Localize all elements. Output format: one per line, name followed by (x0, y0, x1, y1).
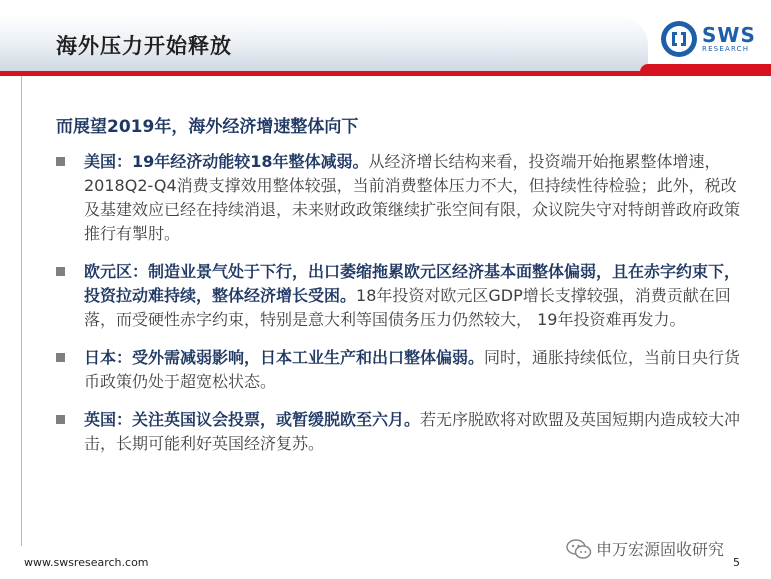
bullet-bold-text: 英国：关注英国议会投票，或暂缓脱欧至六月。 (84, 410, 421, 429)
bullet-body-text: 若无序脱欧将对欧盟及英国短期内造成较大冲击，长期可能利好英国经济复苏。 (84, 410, 741, 453)
logo-text (702, 25, 756, 53)
section-subtitle: 而展望2019年，海外经济增速整体向下 (56, 117, 359, 137)
bullet-body-text: 从经济增长结构来看，投资端开始拖累整体增速，2018Q2-Q4消费支撑效用整体较强，当前消费整体压力不大，但持续性待检验；此外，税改及基建效应已经在持续消退，未来财政政策继续扩张空间有限，众议院失守对特朗普政府政策推行有掣肘。 (84, 152, 741, 243)
logo-brand: SWS (702, 23, 756, 47)
bullet-square-icon (56, 415, 65, 424)
watermark-text: 申万宏源固收研究 (596, 540, 725, 559)
bullet-bold-text: 日本：受外需减弱影响，日本工业生产和出口整体偏弱。 (84, 348, 485, 367)
slide-title: 海外压力开始释放 (56, 34, 232, 58)
logo-sub: RESEARCH (702, 45, 750, 53)
bullet-body-text: 同时，通胀持续低位，当前日央行货币政策仍处于超宽松状态。 (84, 348, 741, 391)
bullet-bold-text: 欧元区：制造业景气处于下行，出口萎缩拖累欧元区经济基本面整体偏弱，且在赤字约束下，投资拉动难持续，整体经济增长受困。 (84, 262, 741, 305)
bullet-item-japan (56, 346, 746, 394)
watermark (566, 537, 724, 560)
bullet-list (56, 150, 746, 470)
red-header-rule (0, 71, 771, 76)
bullet-square-icon (56, 157, 65, 166)
bullet-bold-text: 美国：19年经济动能较18年整体减弱。 (84, 152, 369, 171)
bullet-square-icon (56, 353, 65, 362)
footer-url: www.swsresearch.com (24, 556, 149, 569)
bullet-item-us (56, 150, 746, 246)
sws-logo-icon (660, 20, 698, 58)
bullet-square-icon (56, 267, 65, 276)
left-divider (21, 76, 22, 546)
page-number: 5 (733, 556, 740, 569)
bullet-item-eurozone (56, 260, 746, 332)
bullet-item-uk (56, 408, 746, 456)
wechat-icon (566, 538, 592, 560)
bullet-body-text: 18年投资对欧元区GDP增长支撑较强，消费贡献在回落，而受硬性赤字约束，特别是意大利等国债务压力仍然较大， 19年投资难再发力。 (84, 286, 731, 329)
sws-logo (660, 20, 756, 58)
